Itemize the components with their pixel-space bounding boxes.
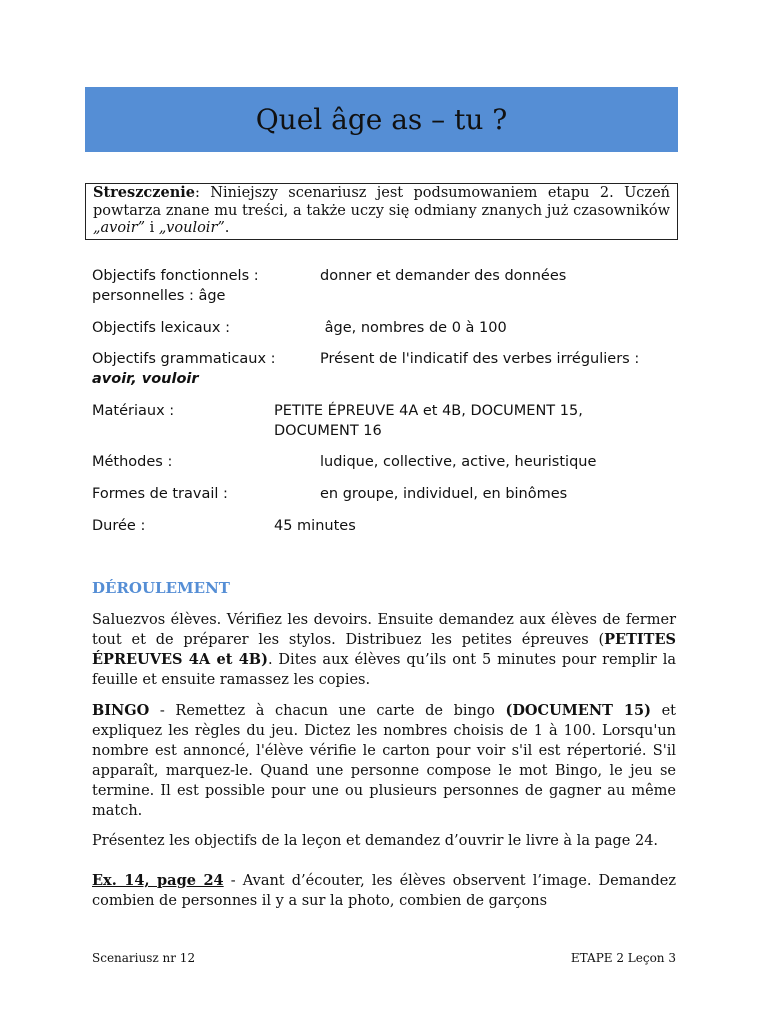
objective-formes <box>92 484 682 504</box>
paragraph-text: - Avant d’écouter, les élèves observent l’image. Demandez combien de personnes il y a sur la photo, combien de garçons <box>92 873 676 909</box>
summary-text: : Niniejszy scenariusz jest podsumowaniem etapu 2. Uczeń powtarza znane mu treści, a także uczy się odmiany znanych już czasowników <box>93 185 670 219</box>
paragraph-bold: PETITES ÉPREUVES 4A et 4B) <box>92 631 676 668</box>
footer-scenario-number: Scenariusz nr 12 <box>92 951 196 965</box>
objective-value-line2: DOCUMENT 16 <box>274 423 382 439</box>
objective-value: 45 minutes <box>274 518 356 534</box>
objective-value: en groupe, individuel, en binômes <box>320 486 568 502</box>
paragraph-text: Présentez les objectifs de la leçon et demandez d’ouvrir le livre à la page 24. <box>92 833 659 849</box>
page-title: Quel âge as – tu ? <box>255 103 508 136</box>
objective-label: Durée : <box>92 518 146 534</box>
paragraph-exercise <box>92 871 676 911</box>
objective-label: Objectifs grammaticaux : <box>92 351 276 367</box>
paragraph-bingo <box>92 701 676 821</box>
summary-end: . <box>224 220 230 236</box>
objective-value: donner et demander des données <box>320 268 567 284</box>
summary-conjunction: i <box>145 220 159 236</box>
footer-lesson: ETAPE 2 Leçon 3 <box>570 951 676 965</box>
bingo-label: BINGO <box>92 702 150 719</box>
paragraph-intro <box>92 610 676 690</box>
objective-materiaux <box>92 401 682 439</box>
paragraph-text: - Remettez à chacun une carte de bingo <box>149 703 506 719</box>
objective-methodes <box>92 452 682 472</box>
paragraph-text: et expliquez les règles du jeu. Dictez les nombres choisis de 1 à 100. Lorsqu'un nombre est annoncé, l'élève vérifie le carton pour voir s'il est répertorié. S'il apparaît, marquez-le. Quand une personne compose le mot Bingo, le jeu se termine. Il est possible pour une ou plusieurs personnes de gagner au même match. <box>92 703 676 819</box>
objective-value: PETITE ÉPREUVE 4A et 4B, DOCUMENT 15, <box>274 403 583 419</box>
objective-grammaticaux <box>92 349 682 389</box>
objective-label: Formes de travail : <box>92 486 228 502</box>
objective-value: ludique, collective, active, heuristique <box>320 454 597 470</box>
paragraph-objectives <box>92 831 676 851</box>
objective-label: Matériaux : <box>92 403 175 419</box>
paragraph-bold: (DOCUMENT 15) <box>505 702 651 719</box>
title-banner <box>85 87 678 152</box>
objective-duree <box>92 516 682 536</box>
objective-label: Objectifs lexicaux : <box>92 320 230 336</box>
objective-fonctionnels <box>92 266 682 306</box>
exercise-reference: Ex. 14, page 24 <box>92 872 224 889</box>
objective-label: Objectifs fonctionnels : <box>92 268 259 284</box>
objective-continuation: avoir, vouloir <box>92 371 199 387</box>
paragraph-text: Saluezvos élèves. Vérifiez les devoirs. Ensuite demandez aux élèves de fermer tout et de préparer les stylos. Distribuez les petites épreuves ( <box>92 612 676 648</box>
paragraph-text: . Dites aux élèves qu’ils ont 5 minutes pour remplir la feuille et ensuite ramassez les copies. <box>92 652 677 688</box>
section-heading: DÉROULEMENT <box>92 579 230 597</box>
objective-label: Méthodes : <box>92 454 173 470</box>
summary-box <box>85 183 678 240</box>
objective-lexicaux <box>92 318 682 338</box>
objective-continuation: personnelles : âge <box>92 288 226 304</box>
objective-value: Présent de l'indicatif des verbes irréguliers : <box>320 351 640 367</box>
summary-verb-vouloir: „vouloir” <box>158 220 225 236</box>
objective-value: âge, nombres de 0 à 100 <box>320 320 507 336</box>
summary-verb-avoir: „avoir” <box>93 220 146 236</box>
summary-label: Streszczenie <box>93 184 195 201</box>
